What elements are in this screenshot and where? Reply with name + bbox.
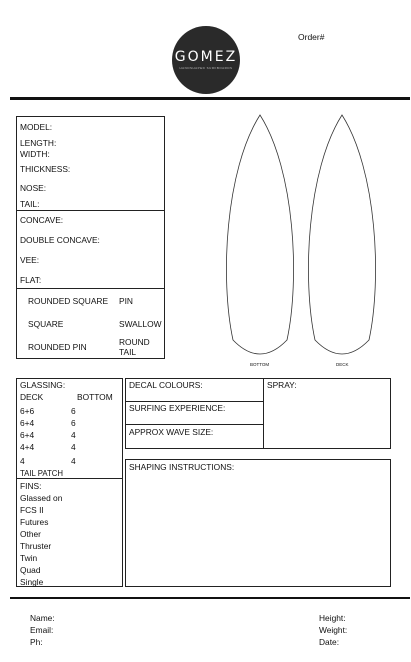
details-row-divider	[125, 401, 264, 402]
gomez-logo	[172, 26, 240, 94]
fin-option: Futures	[20, 517, 49, 527]
glassing-title: GLASSING:	[20, 380, 66, 390]
logo-text: GOMEZ	[174, 49, 238, 65]
shaping-instructions-box	[125, 459, 391, 587]
height-label: Height:	[319, 613, 346, 623]
fins-title: FINS:	[20, 481, 42, 491]
fin-option: Single	[20, 577, 44, 587]
date-label: Date:	[319, 637, 340, 647]
details-row-divider	[125, 424, 264, 425]
thickness-label: THICKNESS:	[20, 164, 71, 174]
model-label: MODEL:	[20, 122, 53, 132]
weight-label: Weight:	[319, 625, 348, 635]
deck-outline	[308, 115, 375, 354]
swallow-option: SWALLOW	[119, 319, 162, 329]
fin-option: Thruster	[20, 541, 52, 551]
round-tail-option-line2: TAIL	[119, 347, 137, 357]
fin-option: Other	[20, 529, 41, 539]
pin-option: PIN	[119, 296, 133, 306]
length-label: LENGTH:	[20, 138, 57, 148]
rounded-square-option: ROUNDED SQUARE	[28, 296, 109, 306]
order-number-label: Order#	[298, 32, 325, 42]
glassing-row-bottom: 4	[71, 442, 76, 452]
approx-wave-size-label: APPROX WAVE SIZE:	[129, 427, 214, 437]
glassing-deck-header: DECK	[20, 392, 44, 402]
fin-option: Glassed on	[20, 493, 63, 503]
glassing-row-deck: 6+4	[20, 418, 35, 428]
fin-option: Quad	[20, 565, 41, 575]
nose-label: NOSE:	[20, 183, 47, 193]
glassing-row-bottom: 6	[71, 406, 76, 416]
glassing-bottom-header: BOTTOM	[77, 392, 113, 402]
glassing-row-deck: 6+4	[20, 430, 35, 440]
ph-label: Ph:	[30, 637, 43, 647]
spray-label: SPRAY:	[267, 380, 297, 390]
details-divider	[263, 378, 264, 449]
round-tail-option-line1: ROUND	[119, 337, 150, 347]
concave-label: CONCAVE:	[20, 215, 64, 225]
tail-label: TAIL:	[20, 199, 40, 209]
glassing-row-bottom: 4	[71, 430, 76, 440]
glassing-row-bottom: 6	[71, 418, 76, 428]
surfing-experience-label: SURFING EXPERIENCE:	[129, 403, 226, 413]
deck-outline-label: DECK	[336, 362, 349, 367]
fin-option: FCS II	[20, 505, 44, 515]
bottom-outline	[226, 115, 293, 354]
double-concave-label: DOUBLE CONCAVE:	[20, 235, 100, 245]
tail-patch-label: TAIL PATCH	[20, 469, 64, 478]
glassing-row-deck: 4+4	[20, 442, 35, 452]
name-label: Name:	[30, 613, 55, 623]
vee-label: VEE:	[20, 255, 40, 265]
glassing-row-deck: 6+6	[20, 406, 35, 416]
width-label: WIDTH:	[20, 149, 50, 159]
glassing-row-bottom: 4	[71, 456, 76, 466]
logo-subtext: HANDSHAPED SURFBOARDS	[179, 66, 233, 70]
rounded-pin-option: ROUNDED PIN	[28, 342, 87, 352]
header-divider	[10, 97, 410, 100]
surfboard-outlines	[215, 110, 395, 370]
glassing-row-deck: 4	[20, 456, 25, 466]
fin-option: Twin	[20, 553, 38, 563]
shaping-instructions-label: SHAPING INSTRUCTIONS:	[129, 462, 235, 472]
flat-label: FLAT:	[20, 275, 42, 285]
bottom-outline-label: BOTTOM	[250, 362, 270, 367]
decal-colours-label: DECAL COLOURS:	[129, 380, 203, 390]
email-label: Email:	[30, 625, 54, 635]
footer-divider	[10, 597, 410, 599]
square-option: SQUARE	[28, 319, 64, 329]
